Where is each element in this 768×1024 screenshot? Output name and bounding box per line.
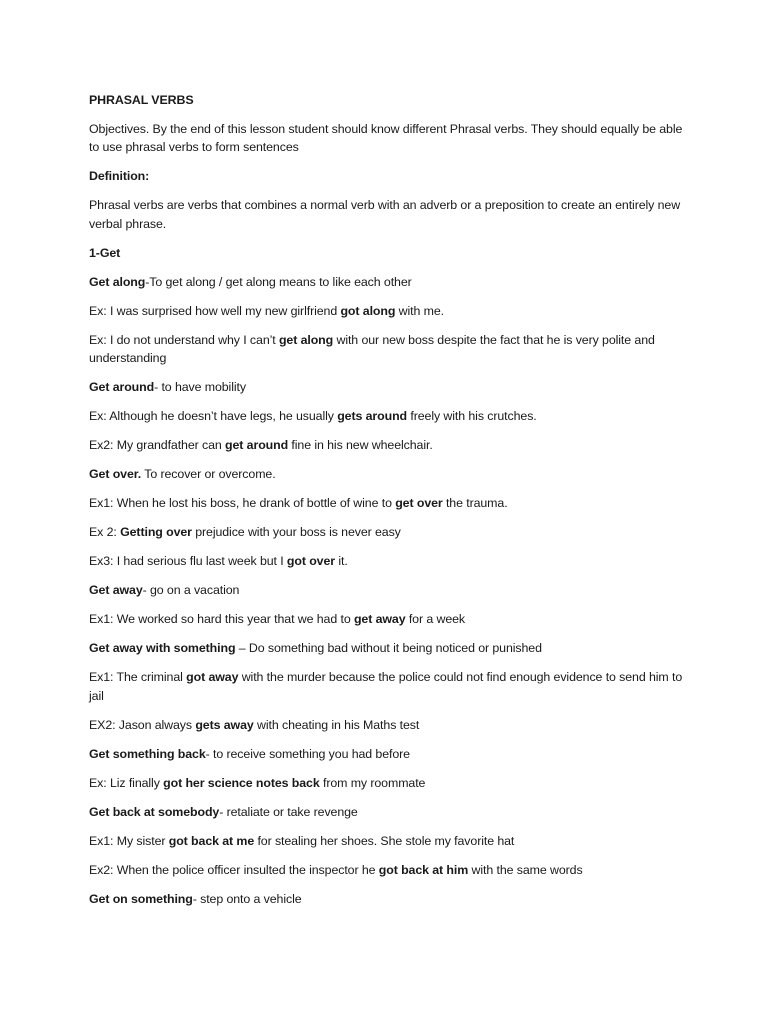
paragraph [89, 861, 689, 880]
paragraph [89, 523, 689, 542]
paragraph-list [89, 120, 689, 909]
text-run: Phrasal verbs are verbs that combines a normal verb with an adverb or a preposition to create an entirely new verbal phrase. [89, 198, 681, 231]
text-run: EX2: Jason always [89, 717, 196, 732]
text-run: -To get along / get along means to like each other [145, 274, 412, 289]
text-run: it. [335, 554, 348, 568]
bold-text: Get away with something [89, 641, 236, 655]
paragraph [89, 890, 689, 909]
paragraph [89, 273, 689, 292]
bold-text: Get away [89, 583, 143, 597]
bold-text: Get along [89, 274, 146, 289]
bold-text: gets away [195, 717, 254, 732]
paragraph [89, 196, 689, 233]
text-run: - to receive something you had before [205, 746, 410, 761]
text-run: Ex: I do not understand why I can’t [89, 332, 279, 347]
paragraph [89, 610, 689, 629]
bold-text: get away [353, 612, 406, 626]
text-run: for a week [405, 612, 466, 626]
bold-text: Getting over [120, 525, 192, 539]
text-run: the trauma. [442, 496, 508, 510]
document-body [89, 91, 689, 919]
text-run: fine in his new wheelchair. [288, 438, 433, 452]
text-run: for stealing her shoes. She stole my favorite hat [254, 833, 515, 848]
paragraph [89, 244, 689, 263]
text-run: Ex1: We worked so hard this year that we had to [89, 612, 354, 626]
bold-text: got away [186, 670, 239, 684]
text-run: Ex: I was surprised how well my new girlfriend [89, 303, 341, 318]
text-run: Ex 2: [89, 525, 121, 539]
paragraph [89, 331, 689, 368]
text-run: Ex1: My sister [89, 833, 169, 848]
text-run: Ex3: I had serious flu last week but I [89, 554, 287, 568]
bold-text: Get over. [89, 467, 142, 481]
paragraph [89, 716, 689, 735]
text-run: prejudice with your boss is never easy [191, 525, 401, 539]
paragraph [89, 302, 689, 321]
text-run: freely with his crutches. [407, 409, 537, 423]
paragraph [89, 745, 689, 764]
bold-text: gets around [337, 409, 408, 423]
bold-text: Definition: [89, 169, 150, 183]
bold-text: get over [395, 496, 443, 510]
paragraph [89, 552, 689, 571]
paragraph [89, 774, 689, 793]
bold-text: got over [286, 554, 335, 568]
bold-text: Get around [89, 380, 155, 394]
paragraph [89, 668, 689, 705]
paragraph [89, 494, 689, 513]
paragraph [89, 832, 689, 851]
bold-text: got back at him [378, 862, 469, 877]
text-run: - to have mobility [154, 380, 246, 394]
text-run: - retaliate or take revenge [219, 804, 358, 819]
text-run: Ex1: The criminal [89, 670, 187, 684]
paragraph [89, 581, 689, 600]
text-run: - step onto a vehicle [192, 891, 302, 906]
bold-text: get along [278, 332, 334, 347]
text-run: – Do something bad without it being noticed or punished [235, 641, 542, 655]
paragraph [89, 639, 689, 658]
bold-text: Get on something [89, 891, 193, 906]
paragraph [89, 803, 689, 822]
bold-text: got her science notes back [163, 775, 320, 790]
text-run: Ex: Although he doesn’t have legs, he usually [89, 409, 338, 423]
bold-text: Get back at somebody [89, 804, 220, 819]
paragraph [89, 465, 689, 484]
paragraph [89, 407, 689, 426]
text-run: with the murder because the police could not find enough evidence to send him to jail [89, 670, 683, 703]
bold-text: get around [225, 438, 289, 452]
text-run: Ex: Liz finally [89, 775, 164, 790]
text-run: Ex2: My grandfather can [89, 438, 226, 452]
bold-text: got along [340, 303, 396, 318]
text-run: with cheating in his Maths test [253, 717, 420, 732]
bold-text: got back at me [168, 833, 255, 848]
text-run: with our new boss despite the fact that he is very polite and understanding [89, 332, 655, 365]
paragraph [89, 436, 689, 455]
paragraph [89, 378, 689, 397]
bold-text: 1-Get [89, 245, 121, 260]
text-run: Objectives. By the end of this lesson student should know different Phrasal verbs. They should equally be able to use phrasal verbs to form sentences [89, 121, 683, 154]
text-run: - go on a vacation [142, 583, 240, 597]
document-title: PHRASAL VERBS [89, 93, 194, 107]
text-run: from my roommate [319, 775, 426, 790]
text-run: with the same words [468, 862, 583, 877]
text-run: To recover or overcome. [141, 467, 276, 481]
paragraph [89, 120, 689, 157]
bold-text: Get something back [89, 746, 206, 761]
text-run: Ex1: When he lost his boss, he drank of bottle of wine to [89, 496, 396, 510]
paragraph [89, 167, 689, 186]
text-run: Ex2: When the police officer insulted the inspector he [89, 862, 379, 877]
text-run: with me. [395, 303, 445, 318]
